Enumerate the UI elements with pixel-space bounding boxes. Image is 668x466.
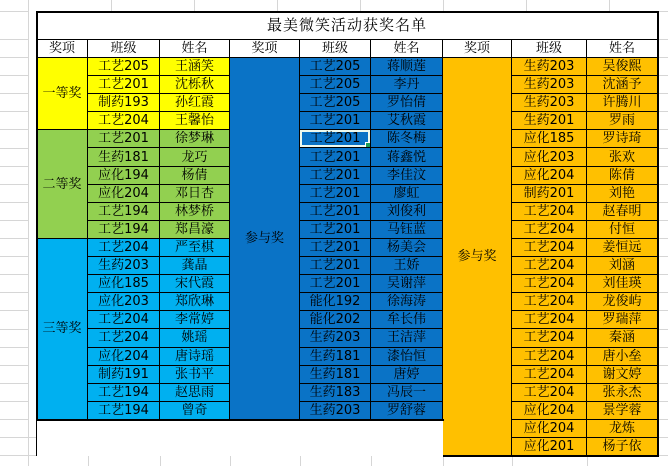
table-border-bottom-right xyxy=(443,455,659,457)
gridline xyxy=(0,75,28,76)
gridline xyxy=(0,202,28,203)
award-group xyxy=(37,58,230,420)
class-cell[interactable]: 应化204 xyxy=(88,185,160,203)
gridline xyxy=(0,11,28,12)
gridline xyxy=(659,455,668,456)
name-cell[interactable]: 宋代霞 xyxy=(160,275,230,293)
name-cell[interactable]: 罗诗琦 xyxy=(587,130,658,148)
header-row xyxy=(37,40,658,58)
gridline xyxy=(0,365,28,366)
name-cell[interactable]: 李常婷 xyxy=(160,311,230,329)
name-cell[interactable]: 漆怡恒 xyxy=(371,348,443,366)
name-cell[interactable]: 冯辰一 xyxy=(371,384,443,402)
class-cell[interactable]: 能化192 xyxy=(300,293,371,311)
class-cell[interactable]: 工艺204 xyxy=(512,384,587,402)
gridline xyxy=(659,256,668,257)
gridline xyxy=(0,148,28,149)
class-cell[interactable]: 工艺194 xyxy=(88,203,160,221)
class-cell[interactable]: 工艺201 xyxy=(88,130,160,148)
class-cell[interactable]: 工艺204 xyxy=(512,203,587,221)
name-cell[interactable]: 陈冬梅 xyxy=(371,130,443,148)
name-cell[interactable]: 郑昌濠 xyxy=(160,221,230,239)
name-cell[interactable]: 林梦桥 xyxy=(160,203,230,221)
gridline xyxy=(0,274,28,275)
name-cell[interactable]: 刘艳 xyxy=(587,185,658,203)
award-cell[interactable]: 参与奖 xyxy=(230,58,300,420)
class-cell[interactable]: 生药203 xyxy=(88,257,160,275)
gridline xyxy=(659,365,668,366)
gridline xyxy=(659,238,668,239)
name-cell[interactable]: 徐梦琳 xyxy=(160,130,230,148)
name-cell[interactable]: 罗怡倩 xyxy=(371,94,443,112)
class-cell[interactable]: 应化204 xyxy=(512,420,587,438)
header-cell[interactable]: 奖项 xyxy=(230,40,300,58)
award-cell[interactable]: 参与奖 xyxy=(443,58,512,456)
name-cell[interactable]: 唐婷 xyxy=(371,366,443,384)
class-cell[interactable]: 工艺204 xyxy=(512,221,587,239)
class-cell[interactable]: 工艺204 xyxy=(88,239,160,257)
name-cell[interactable]: 吴谢萍 xyxy=(371,275,443,293)
class-cell[interactable]: 工艺204 xyxy=(88,311,160,329)
class-cell[interactable]: 工艺204 xyxy=(512,257,587,275)
name-cell[interactable]: 王涵笑 xyxy=(160,58,230,76)
gridline xyxy=(0,329,28,330)
gridline xyxy=(659,148,668,149)
name-cell[interactable]: 龙炼 xyxy=(587,420,658,438)
gridline xyxy=(659,202,668,203)
class-cell[interactable]: 应化194 xyxy=(88,167,160,185)
class-cell[interactable]: 工艺201 xyxy=(88,76,160,94)
table-body xyxy=(37,58,658,456)
sheet-title[interactable]: 最美微笑活动获奖名单 xyxy=(37,12,658,40)
gridline xyxy=(0,93,28,94)
class-cell[interactable]: 生药203 xyxy=(300,329,371,347)
class-cell[interactable]: 生药203 xyxy=(512,58,587,76)
award-table xyxy=(36,11,658,456)
class-cell[interactable]: 工艺201 xyxy=(300,203,371,221)
gridline xyxy=(443,457,444,466)
gridline xyxy=(0,39,28,40)
class-cell[interactable]: 工艺204 xyxy=(512,311,587,329)
name-cell[interactable]: 王洁萍 xyxy=(371,329,443,347)
gridline xyxy=(0,129,28,130)
class-cell[interactable]: 应化185 xyxy=(88,275,160,293)
name-cell[interactable]: 王娇 xyxy=(371,257,443,275)
class-cell[interactable]: 应化185 xyxy=(512,130,587,148)
gridline xyxy=(443,0,444,11)
gridline xyxy=(659,220,668,221)
class-cell[interactable]: 生药201 xyxy=(512,112,587,130)
class-cell[interactable]: 生药203 xyxy=(512,76,587,94)
gridline xyxy=(587,457,588,466)
gridline xyxy=(360,0,361,11)
table-border-left xyxy=(36,11,38,421)
name-cell[interactable]: 龙巧 xyxy=(160,148,230,166)
award-group xyxy=(443,58,658,456)
name-cell[interactable]: 杨倩 xyxy=(160,167,230,185)
class-cell[interactable]: 工艺194 xyxy=(88,221,160,239)
class-cell[interactable]: 生药203 xyxy=(512,94,587,112)
name-cell[interactable]: 徐海涛 xyxy=(371,293,443,311)
class-cell[interactable]: 生药203 xyxy=(300,402,371,420)
class-cell[interactable]: 应化203 xyxy=(88,293,160,311)
class-cell[interactable]: 生药183 xyxy=(300,384,371,402)
name-cell[interactable]: 马钰蓝 xyxy=(371,221,443,239)
class-cell[interactable]: 生药181 xyxy=(88,148,160,166)
class-cell[interactable]: 工艺204 xyxy=(512,293,587,311)
gridline xyxy=(659,437,668,438)
header-cell[interactable]: 班级 xyxy=(300,40,371,58)
name-cell[interactable]: 沈栎秋 xyxy=(160,76,230,94)
name-cell[interactable]: 王馨怡 xyxy=(160,112,230,130)
class-cell[interactable]: 应化203 xyxy=(512,148,587,166)
gridline xyxy=(659,347,668,348)
table-border-top xyxy=(36,11,659,13)
name-cell[interactable]: 曾奇 xyxy=(160,402,230,420)
gridline xyxy=(194,0,195,11)
class-cell[interactable]: 工艺201 xyxy=(300,185,371,203)
class-cell[interactable]: 制药191 xyxy=(88,366,160,384)
gridline xyxy=(0,166,28,167)
gridline xyxy=(659,292,668,293)
gridline xyxy=(659,166,668,167)
name-cell[interactable]: 李佳汶 xyxy=(371,167,443,185)
name-cell[interactable]: 姜恒远 xyxy=(587,239,658,257)
gridline xyxy=(659,129,668,130)
header-cell[interactable]: 班级 xyxy=(88,40,160,58)
class-cell[interactable]: 工艺201 xyxy=(300,221,371,239)
gridline xyxy=(659,310,668,311)
gridline xyxy=(0,184,28,185)
class-cell[interactable]: 工艺205 xyxy=(300,58,371,76)
gridline xyxy=(659,184,668,185)
name-cell[interactable]: 龚晶 xyxy=(160,257,230,275)
class-cell[interactable]: 生药181 xyxy=(300,348,371,366)
name-cell[interactable]: 姚瑶 xyxy=(160,329,230,347)
gridline xyxy=(512,457,513,466)
gridline xyxy=(0,310,28,311)
gridline xyxy=(659,111,668,112)
name-cell[interactable]: 吴俊熙 xyxy=(587,58,658,76)
gridline xyxy=(0,111,28,112)
header-cell[interactable]: 奖项 xyxy=(443,40,512,58)
name-cell[interactable]: 严至棋 xyxy=(160,239,230,257)
gridline xyxy=(659,383,668,384)
name-cell[interactable]: 张欢 xyxy=(587,148,658,166)
gridline xyxy=(0,256,28,257)
gridline xyxy=(0,347,28,348)
name-cell[interactable]: 付恒 xyxy=(587,221,658,239)
gridline xyxy=(0,419,28,420)
award-cell[interactable]: 一等奖 xyxy=(37,58,88,130)
name-cell[interactable]: 刘涵 xyxy=(587,257,658,275)
class-cell[interactable]: 工艺194 xyxy=(88,384,160,402)
header-cell[interactable]: 奖项 xyxy=(37,40,88,58)
name-cell[interactable]: 秦涵 xyxy=(587,329,658,347)
gridline xyxy=(659,75,668,76)
gridline xyxy=(0,383,28,384)
name-cell[interactable]: 张永杰 xyxy=(587,384,658,402)
gridline xyxy=(28,0,29,466)
name-cell[interactable]: 孙红霞 xyxy=(160,94,230,112)
gridline xyxy=(659,419,668,420)
name-cell[interactable]: 牟长伟 xyxy=(371,311,443,329)
class-cell[interactable]: 工艺201 xyxy=(300,112,371,130)
name-cell[interactable]: 郑欣琳 xyxy=(160,293,230,311)
class-cell[interactable]: 应化201 xyxy=(512,438,587,456)
gridline xyxy=(111,0,112,11)
name-cell[interactable]: 龙俊屿 xyxy=(587,293,658,311)
name-cell[interactable]: 许腾川 xyxy=(587,94,658,112)
name-cell[interactable]: 景学蓉 xyxy=(587,402,658,420)
gridline xyxy=(659,274,668,275)
gridline xyxy=(526,0,527,11)
name-cell[interactable]: 张书平 xyxy=(160,366,230,384)
gridline xyxy=(0,57,28,58)
class-cell[interactable]: 工艺205 xyxy=(88,58,160,76)
name-cell[interactable]: 唐诗瑶 xyxy=(160,348,230,366)
gridline xyxy=(0,401,28,402)
class-cell[interactable]: 工艺194 xyxy=(88,402,160,420)
class-cell[interactable]: 应化204 xyxy=(88,348,160,366)
gridline xyxy=(0,292,28,293)
name-cell[interactable]: 廖虹 xyxy=(371,185,443,203)
class-cell[interactable]: 工艺201 xyxy=(300,275,371,293)
award-group xyxy=(230,58,443,420)
award-cell[interactable]: 三等奖 xyxy=(37,239,88,420)
name-cell[interactable]: 刘俊利 xyxy=(371,203,443,221)
class-cell[interactable]: 工艺204 xyxy=(512,329,587,347)
name-cell[interactable]: 刘佳瑛 xyxy=(587,275,658,293)
name-cell[interactable]: 艾秋霞 xyxy=(371,112,443,130)
name-cell[interactable]: 唐小垒 xyxy=(587,348,658,366)
class-cell[interactable]: 应化204 xyxy=(512,167,587,185)
table-border-bottom-left xyxy=(36,419,444,421)
gridline xyxy=(659,93,668,94)
class-cell[interactable]: 应化204 xyxy=(512,402,587,420)
class-cell[interactable]: 工艺205 xyxy=(300,94,371,112)
gridline xyxy=(0,238,28,239)
header-cell[interactable]: 姓名 xyxy=(371,40,443,58)
gridline xyxy=(659,329,668,330)
class-cell[interactable]: 工艺204 xyxy=(88,112,160,130)
header-cell[interactable]: 班级 xyxy=(512,40,587,58)
name-cell[interactable]: 罗舒蓉 xyxy=(371,402,443,420)
gridline xyxy=(659,11,668,12)
gridline xyxy=(659,401,668,402)
class-cell[interactable]: 工艺204 xyxy=(512,366,587,384)
gridline xyxy=(659,39,668,40)
class-cell[interactable]: 工艺201 xyxy=(300,130,371,148)
name-cell[interactable]: 邓日杏 xyxy=(160,185,230,203)
name-cell[interactable]: 杨子依 xyxy=(587,438,658,456)
class-cell[interactable]: 工艺205 xyxy=(300,76,371,94)
class-cell[interactable]: 工艺201 xyxy=(300,239,371,257)
name-cell[interactable]: 谢文婷 xyxy=(587,366,658,384)
gridline xyxy=(277,0,278,11)
class-cell[interactable]: 制药201 xyxy=(512,185,587,203)
class-cell[interactable]: 生药181 xyxy=(300,366,371,384)
fill-handle[interactable] xyxy=(365,142,371,148)
name-cell[interactable]: 赵春明 xyxy=(587,203,658,221)
name-cell[interactable]: 蒋鑫悦 xyxy=(371,148,443,166)
name-cell[interactable]: 杨美会 xyxy=(371,239,443,257)
gridline xyxy=(0,220,28,221)
class-cell[interactable]: 制药193 xyxy=(88,94,160,112)
name-cell[interactable]: 蒋顺莲 xyxy=(371,58,443,76)
gridline xyxy=(659,57,668,58)
header-cell[interactable]: 姓名 xyxy=(160,40,230,58)
name-cell[interactable]: 罗雨 xyxy=(587,112,658,130)
name-cell[interactable]: 沈涵予 xyxy=(587,76,658,94)
name-cell[interactable]: 罗瑞萍 xyxy=(587,311,658,329)
class-cell[interactable]: 工艺201 xyxy=(300,257,371,275)
class-cell[interactable]: 工艺204 xyxy=(88,329,160,347)
name-cell[interactable]: 赵思雨 xyxy=(160,384,230,402)
name-cell[interactable]: 李丹 xyxy=(371,76,443,94)
name-cell[interactable]: 陈倩 xyxy=(587,167,658,185)
award-cell[interactable]: 二等奖 xyxy=(37,130,88,239)
class-cell[interactable]: 工艺204 xyxy=(512,348,587,366)
class-cell[interactable]: 工艺201 xyxy=(300,148,371,166)
class-cell[interactable]: 工艺204 xyxy=(512,239,587,257)
gridline xyxy=(609,0,610,11)
header-cell[interactable]: 姓名 xyxy=(587,40,658,58)
class-cell[interactable]: 能化202 xyxy=(300,311,371,329)
class-cell[interactable]: 工艺201 xyxy=(300,167,371,185)
table-border-right xyxy=(657,11,659,457)
class-cell[interactable]: 工艺204 xyxy=(512,275,587,293)
